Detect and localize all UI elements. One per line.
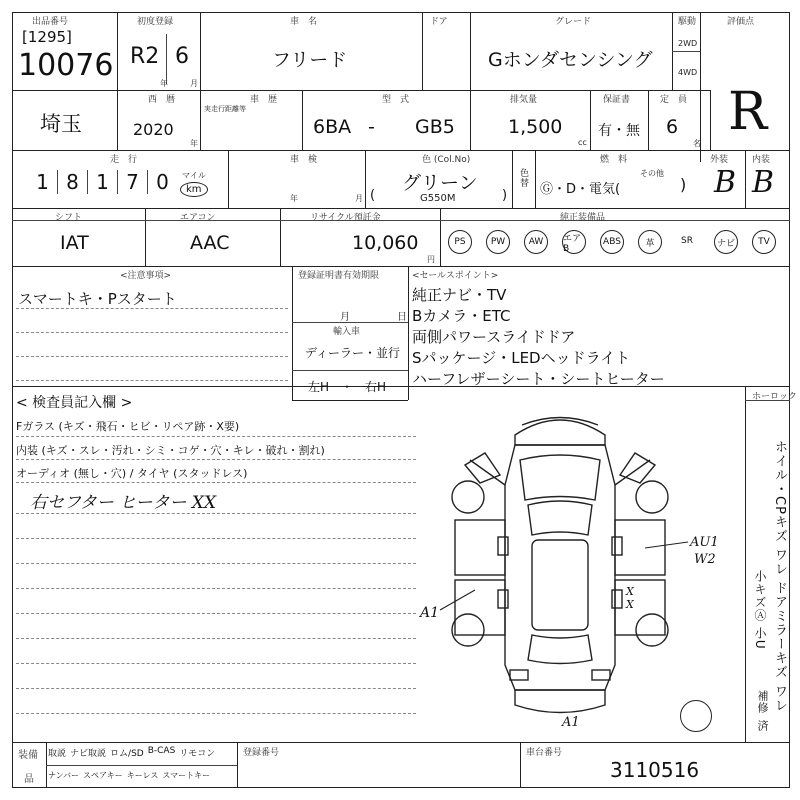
caution-label: <注意事項> [120,271,172,281]
venue-label: 出品番号 [32,17,69,27]
mileage-digit: 1 [88,170,118,194]
model-name: フリード [272,49,348,71]
seats-suffix: 名 [693,139,701,148]
spare-wheel [680,700,712,732]
mileage-unit-mile: マイル [182,171,206,180]
legend-vertical: ホイル・CPキズ ワレ ドアミラーキズ ワレ [772,440,787,713]
sales-point: Bカメラ・ETC [412,307,511,325]
handle-side: 左H ・ 右H [308,380,387,394]
sales-point: 純正ナビ・TV [412,286,507,304]
caution-text: スマートキ・Pスタート [18,290,177,308]
equipment-item: 革 [638,230,662,254]
chassis-history-sub: 実走行距離等 [204,105,246,113]
shift-label: シフト [55,213,83,223]
sales-label: <セールスポイント> [412,271,499,281]
seats: 6 [666,116,679,138]
mileage-digit: 8 [58,170,88,194]
exterior-label: 外装 [710,155,729,165]
lot-number: 10076 [18,48,114,83]
footer-item: リモコン [179,749,216,759]
inspector-title: < 検査員記入欄 > [16,395,133,411]
reg-year-suffix: 年 [190,139,198,148]
fuel-label: 燃 料 [600,155,628,165]
footer-left-a: 装備 [18,750,38,761]
rating-value: R [728,82,768,142]
map-pointers [430,530,690,640]
fuel-options: Ⓖ・D・電気( [540,182,621,197]
shaken-label: 車 検 [290,155,318,165]
reg-year: 2020 [133,120,174,139]
yen: 円 [427,255,435,264]
map-note: A1 [420,605,440,621]
equipment-item: TV [752,230,776,254]
equipment-item: SR [681,236,693,246]
import-label: 輸入車 [333,327,361,337]
interior-line: 内装 (キズ・スレ・汚れ・シミ・コゲ・穴・キレ・破れ・割れ) [16,444,325,457]
displacement-label: 排気量 [510,95,538,105]
seats-label: 定 員 [660,95,688,105]
drive-label: 駆動 [678,17,697,27]
footer-item: スマートキー [162,771,211,780]
sales-point: ハーフレザーシート・シートヒーター [412,370,665,388]
reg-month: 6 [175,44,189,69]
equipment-list [444,230,790,256]
drive-4wd: 4WD [678,68,698,77]
interior-label: 内装 [752,155,771,165]
footer-item: スペアキー [83,771,123,780]
color-change-label: 色替 [518,168,528,188]
equipment-item: PW [486,230,510,254]
first-reg-label: 初度登録 [137,17,174,27]
map-note: W2 [694,552,716,567]
rating-label: 評価点 [727,17,755,27]
color-paren-close: ) [502,188,508,203]
door-label: ドア [430,17,448,27]
shaken-month: 月 [355,194,363,203]
fuel-other: その他 [640,169,664,178]
displacement: 1,500 [508,116,563,138]
drive-2wd: 2WD [678,39,698,48]
legend-small-1: 小キズⒶ 小U [753,570,767,650]
color: グリーン [402,172,478,194]
map-note: X [626,598,634,611]
color-label: 色 (Col.No) [422,155,471,165]
warranty: 有・無 [598,123,640,139]
equipment-item: ABS [600,230,624,254]
type-prefix: 6BA [313,116,352,138]
reg-number-label: 登録番号 [243,748,280,758]
sales-point: 両側パワースライドドア [412,328,576,346]
cc-unit: cc [578,138,587,147]
chassis-number: 3110516 [610,758,700,782]
type-dash: - [368,116,375,138]
type-label: 型 式 [382,95,410,105]
map-note: X [626,585,634,598]
interior-value: B [752,165,775,200]
inspector-handwritten: 右セフター ヒーター XX [30,493,217,513]
fglass-line: Fガラス (キズ・飛石・ヒビ・リペア跡・X要) [16,420,240,433]
fuel-close: ) [680,175,687,194]
footer-item: キーレス [126,771,159,780]
recycle: 10,060 [352,232,419,254]
map-note: AU1 [690,535,719,550]
model-name-label: 車 名 [290,17,318,27]
shaken-year: 年 [290,194,298,203]
equipment-item: AW [524,230,548,254]
footer-item: ナンバー [48,771,80,780]
mileage-digit: 1 [28,170,58,194]
color-code: G550M [420,193,456,204]
mileage-digit: 0 [156,170,169,194]
footer-item: B-CAS [147,746,176,756]
year-suffix: 年 [160,79,168,88]
equipment-item: エアB [562,230,586,254]
sales-point: Sパッケージ・LEDヘッドライト [412,349,631,367]
audio-line: オーディオ (無し・穴) / タイヤ (スタッドレス) [16,467,248,480]
map-note: A1 [562,715,580,730]
footer-items-row1 [48,746,215,759]
reg-expiry-day: 日 [397,312,407,323]
mileage-digits [28,170,177,194]
legend-small-3: 済 [756,720,769,732]
lot-prefix: [1295] [22,28,72,46]
color-paren: ( [370,188,376,203]
warranty-label: 保証書 [603,95,631,105]
footer-left-b: 品 [24,774,34,785]
footer-item: ナビ取説 [70,749,107,759]
mileage-label: 走 行 [110,155,138,165]
era-year: R2 [130,44,160,69]
aircon: AAC [190,232,230,254]
equipment-label: 純正装備品 [560,213,606,223]
chassis-history-label: 車 歴 [250,95,278,105]
grade: Gホンダセンシング [488,49,653,71]
equipment-item: PS [448,230,472,254]
aircon-label: エアコン [180,213,216,223]
shift: IAT [60,232,89,254]
footer-items-row2 [48,770,210,781]
region: 埼玉 [40,112,82,136]
legend-small-2: 補修 [756,690,769,714]
footer-item: 取説 [48,749,67,759]
chassis-number-label: 車台番号 [526,748,563,758]
recycle-label: リサイクル預託金 [310,213,381,223]
exterior-value: B [714,165,737,200]
footer-item: ロム/SD [110,749,144,759]
reg-expiry-label: 登録証明書有効期限 [298,271,380,281]
mileage-unit-km: km [180,182,208,197]
grade-label: グレード [555,17,592,27]
year-label: 西 暦 [148,95,176,105]
type-code: GB5 [415,116,455,138]
import-dealer: ディーラー・並行 [305,346,401,360]
reg-expiry-month: 月 [340,312,350,323]
mileage-digit: 7 [118,170,148,194]
map-label: ホーロック [752,392,797,402]
equipment-item: ナビ [714,230,738,254]
month-suffix: 月 [190,79,198,88]
